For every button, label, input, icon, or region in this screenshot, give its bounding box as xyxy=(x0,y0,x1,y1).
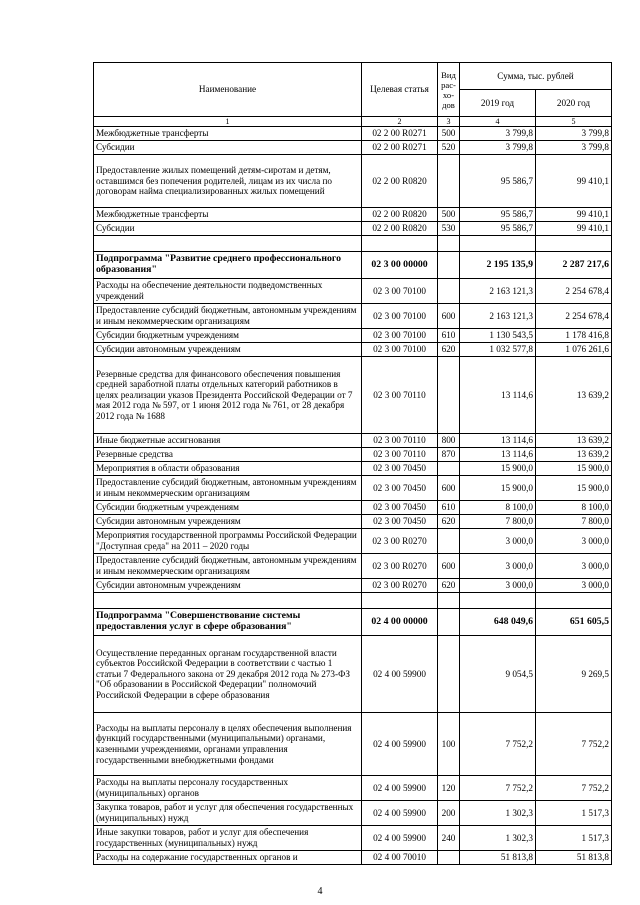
table-header-row xyxy=(94,63,612,90)
row-name: Расходы на обеспечение деятельности подведомственных учреждений xyxy=(94,279,362,304)
row-target-code: 02 3 00 70100 xyxy=(362,304,438,329)
table-row xyxy=(94,636,612,713)
row-sum-2019: 2 163 121,3 xyxy=(460,304,536,329)
index-cell: 1 xyxy=(94,117,362,127)
table-spacer-row xyxy=(94,236,612,252)
row-target-code: 02 3 00 70110 xyxy=(362,434,438,448)
table-row xyxy=(94,304,612,329)
index-cell: 4 xyxy=(460,117,536,127)
row-sum-2019: 3 000,0 xyxy=(460,554,536,579)
table-index-row xyxy=(94,117,612,127)
row-expense-type: 520 xyxy=(438,141,460,155)
row-sum-2020: 1 178 416,8 xyxy=(536,329,612,343)
row-name: Иные бюджетные ассигнования xyxy=(94,434,362,448)
table-row xyxy=(94,222,612,236)
row-sum-2020 xyxy=(536,236,612,252)
index-cell: 3 xyxy=(438,117,460,127)
row-sum-2020: 13 639,2 xyxy=(536,434,612,448)
row-expense-type xyxy=(438,236,460,252)
row-expense-type: 200 xyxy=(438,801,460,826)
row-expense-type: 870 xyxy=(438,448,460,462)
row-sum-2019: 13 114,6 xyxy=(460,448,536,462)
table-row xyxy=(94,476,612,501)
row-expense-type: 120 xyxy=(438,776,460,801)
table-row xyxy=(94,462,612,476)
row-sum-2020: 99 410,1 xyxy=(536,208,612,222)
row-expense-type: 600 xyxy=(438,304,460,329)
row-sum-2019: 1 032 577,8 xyxy=(460,343,536,357)
row-target-code: 02 3 00 70100 xyxy=(362,343,438,357)
row-name: Субсидии бюджетным учреждениям xyxy=(94,501,362,515)
row-sum-2020: 3 799,8 xyxy=(536,141,612,155)
table-row xyxy=(94,343,612,357)
row-sum-2019: 13 114,6 xyxy=(460,434,536,448)
table-row xyxy=(94,776,612,801)
row-name: Предоставление субсидий бюджетным, автономным учреждениям и иным некоммерческим организациям xyxy=(94,554,362,579)
row-target-code: 02 2 00 R0820 xyxy=(362,155,438,208)
row-name: Субсидии автономным учреждениям xyxy=(94,343,362,357)
row-target-code: 02 3 00 00000 xyxy=(362,252,438,279)
row-name xyxy=(94,236,362,252)
row-name: Субсидии xyxy=(94,141,362,155)
table-row xyxy=(94,208,612,222)
row-name: Иные закупки товаров, работ и услуг для обеспечения государственных (муниципальных) нужд xyxy=(94,826,362,851)
row-sum-2019: 3 000,0 xyxy=(460,579,536,593)
row-sum-2019: 648 049,6 xyxy=(460,609,536,636)
row-sum-2019 xyxy=(460,593,536,609)
table-row xyxy=(94,141,612,155)
row-sum-2019: 15 900,0 xyxy=(460,462,536,476)
index-cell: 2 xyxy=(362,117,438,127)
row-sum-2020: 7 752,2 xyxy=(536,713,612,776)
row-name: Субсидии автономным учреждениям xyxy=(94,579,362,593)
row-target-code: 02 3 00 70450 xyxy=(362,515,438,529)
row-sum-2019: 15 900,0 xyxy=(460,476,536,501)
row-target-code: 02 2 00 R0820 xyxy=(362,208,438,222)
row-sum-2019: 3 799,8 xyxy=(460,141,536,155)
table-row xyxy=(94,127,612,141)
row-sum-2019: 1 302,3 xyxy=(460,826,536,851)
row-sum-2019: 13 114,6 xyxy=(460,357,536,434)
row-expense-type: 500 xyxy=(438,208,460,222)
budget-table xyxy=(93,62,612,865)
row-target-code xyxy=(362,593,438,609)
row-expense-type xyxy=(438,252,460,279)
row-sum-2020: 13 639,2 xyxy=(536,357,612,434)
row-name: Субсидии xyxy=(94,222,362,236)
row-sum-2020: 8 100,0 xyxy=(536,501,612,515)
row-sum-2020: 1 076 261,6 xyxy=(536,343,612,357)
table-row xyxy=(94,155,612,208)
header-target: Целевая статья xyxy=(362,63,438,117)
row-sum-2019: 2 195 135,9 xyxy=(460,252,536,279)
table-subprogram-row xyxy=(94,609,612,636)
row-target-code: 02 3 00 R0270 xyxy=(362,529,438,554)
row-sum-2020: 13 639,2 xyxy=(536,448,612,462)
row-sum-2019: 7 752,2 xyxy=(460,776,536,801)
row-expense-type: 100 xyxy=(438,713,460,776)
table-row xyxy=(94,448,612,462)
table-row xyxy=(94,801,612,826)
row-sum-2019: 1 302,3 xyxy=(460,801,536,826)
row-sum-2019: 51 813,8 xyxy=(460,851,536,865)
row-name: Предоставление субсидий бюджетным, автономным учреждениям и иным некоммерческим организациям xyxy=(94,476,362,501)
row-target-code: 02 3 00 70100 xyxy=(362,329,438,343)
row-sum-2019: 7 752,2 xyxy=(460,713,536,776)
row-name: Расходы на выплаты персоналу в целях обеспечения выполнения функций государственными (муниципальными) органами, казенными учреждениями, органами управления государственными внебюджетными фондами xyxy=(94,713,362,776)
table-row xyxy=(94,713,612,776)
row-name: Закупка товаров, работ и услуг для обеспечения государственных (муниципальных) нужд xyxy=(94,801,362,826)
row-sum-2020: 7 800,0 xyxy=(536,515,612,529)
row-expense-type: 620 xyxy=(438,579,460,593)
row-name: Расходы на выплаты персоналу государственных (муниципальных) органов xyxy=(94,776,362,801)
row-expense-type xyxy=(438,636,460,713)
row-sum-2019: 1 130 543,5 xyxy=(460,329,536,343)
row-sum-2020: 2 287 217,6 xyxy=(536,252,612,279)
row-sum-2020: 651 605,5 xyxy=(536,609,612,636)
page-number: 4 xyxy=(317,886,323,897)
row-expense-type: 800 xyxy=(438,434,460,448)
row-expense-type xyxy=(438,593,460,609)
index-cell: 5 xyxy=(536,117,612,127)
row-sum-2019: 7 800,0 xyxy=(460,515,536,529)
table-row xyxy=(94,554,612,579)
row-name: Резервные средства xyxy=(94,448,362,462)
row-expense-type xyxy=(438,279,460,304)
row-expense-type: 600 xyxy=(438,554,460,579)
table-row xyxy=(94,434,612,448)
row-target-code: 02 3 00 70450 xyxy=(362,462,438,476)
row-target-code: 02 4 00 00000 xyxy=(362,609,438,636)
table-row xyxy=(94,529,612,554)
row-target-code: 02 3 00 70450 xyxy=(362,501,438,515)
row-sum-2019: 95 586,7 xyxy=(460,208,536,222)
row-sum-2020: 99 410,1 xyxy=(536,222,612,236)
table-subprogram-row xyxy=(94,252,612,279)
row-sum-2020: 3 000,0 xyxy=(536,554,612,579)
row-expense-type: 610 xyxy=(438,329,460,343)
row-sum-2020: 15 900,0 xyxy=(536,476,612,501)
row-name: Субсидии автономным учреждениям xyxy=(94,515,362,529)
row-expense-type xyxy=(438,462,460,476)
row-sum-2020: 2 254 678,4 xyxy=(536,279,612,304)
table-row xyxy=(94,826,612,851)
row-name: Предоставление жилых помещений детям-сиротам и детям, оставшимся без попечения родителей, лицам из их числа по договорам найма специализированных жилых помещений xyxy=(94,155,362,208)
row-name: Межбюджетные трансферты xyxy=(94,208,362,222)
row-name: Резервные средства для финансового обеспечения повышения средней заработной платы отдельных категорий работников в целях реализации указов Президента Российской Федерации от 7 мая 2012 года № 597, от 1 июня 2012 года № 761, от 28 декабря 2012 года № 1688 xyxy=(94,357,362,434)
row-expense-type xyxy=(438,609,460,636)
row-name: Межбюджетные трансферты xyxy=(94,127,362,141)
header-2020: 2020 год xyxy=(536,90,612,117)
row-sum-2019: 95 586,7 xyxy=(460,155,536,208)
row-target-code: 02 4 00 59900 xyxy=(362,801,438,826)
header-2019: 2019 год xyxy=(460,90,536,117)
row-expense-type: 600 xyxy=(438,476,460,501)
table-row xyxy=(94,515,612,529)
row-expense-type xyxy=(438,851,460,865)
row-name: Мероприятия государственной программы Российской Федерации "Доступная среда" на 2011 – 2020 годы xyxy=(94,529,362,554)
table-row xyxy=(94,501,612,515)
row-target-code: 02 3 00 70110 xyxy=(362,448,438,462)
row-sum-2019 xyxy=(460,236,536,252)
row-sum-2020: 51 813,8 xyxy=(536,851,612,865)
row-target-code: 02 4 00 59900 xyxy=(362,826,438,851)
row-sum-2019: 3 799,8 xyxy=(460,127,536,141)
table-row xyxy=(94,579,612,593)
row-expense-type: 240 xyxy=(438,826,460,851)
row-sum-2020: 15 900,0 xyxy=(536,462,612,476)
row-sum-2020: 3 799,8 xyxy=(536,127,612,141)
row-target-code: 02 2 00 R0271 xyxy=(362,127,438,141)
row-name: Предоставление субсидий бюджетным, автономным учреждениям и иным некоммерческим организациям xyxy=(94,304,362,329)
row-sum-2020: 1 517,3 xyxy=(536,801,612,826)
row-sum-2020: 7 752,2 xyxy=(536,776,612,801)
row-target-code: 02 3 00 70110 xyxy=(362,357,438,434)
row-sum-2019: 8 100,0 xyxy=(460,501,536,515)
row-name: Субсидии бюджетным учреждениям xyxy=(94,329,362,343)
row-target-code: 02 4 00 59900 xyxy=(362,776,438,801)
row-sum-2020: 3 000,0 xyxy=(536,579,612,593)
row-target-code xyxy=(362,236,438,252)
row-name: Подпрограмма "Развитие среднего профессионального образования" xyxy=(94,252,362,279)
row-sum-2019: 9 054,5 xyxy=(460,636,536,713)
table-spacer-row xyxy=(94,593,612,609)
header-sum: Сумма, тыс. рублей xyxy=(460,63,612,90)
row-expense-type xyxy=(438,357,460,434)
row-expense-type: 500 xyxy=(438,127,460,141)
row-target-code: 02 4 00 70010 xyxy=(362,851,438,865)
table-row xyxy=(94,357,612,434)
row-expense-type: 530 xyxy=(438,222,460,236)
table-row xyxy=(94,851,612,865)
row-target-code: 02 4 00 59900 xyxy=(362,636,438,713)
row-target-code: 02 3 00 70450 xyxy=(362,476,438,501)
row-expense-type xyxy=(438,529,460,554)
row-expense-type: 620 xyxy=(438,515,460,529)
header-name: Наименование xyxy=(94,63,362,117)
row-expense-type xyxy=(438,155,460,208)
row-sum-2020 xyxy=(536,593,612,609)
row-sum-2019: 3 000,0 xyxy=(460,529,536,554)
table-row xyxy=(94,329,612,343)
row-name: Мероприятия в области образования xyxy=(94,462,362,476)
row-target-code: 02 3 00 R0270 xyxy=(362,579,438,593)
row-sum-2019: 95 586,7 xyxy=(460,222,536,236)
row-sum-2020: 9 269,5 xyxy=(536,636,612,713)
row-target-code: 02 3 00 70100 xyxy=(362,279,438,304)
row-target-code: 02 3 00 R0270 xyxy=(362,554,438,579)
row-name: Расходы на содержание государственных органов и xyxy=(94,851,362,865)
row-target-code: 02 4 00 59900 xyxy=(362,713,438,776)
row-name xyxy=(94,593,362,609)
row-target-code: 02 2 00 R0271 xyxy=(362,141,438,155)
table-row xyxy=(94,279,612,304)
row-name: Подпрограмма "Совершенствование системы предоставления услуг в сфере образования" xyxy=(94,609,362,636)
row-sum-2020: 3 000,0 xyxy=(536,529,612,554)
row-expense-type: 610 xyxy=(438,501,460,515)
row-sum-2020: 99 410,1 xyxy=(536,155,612,208)
row-sum-2020: 2 254 678,4 xyxy=(536,304,612,329)
row-name: Осуществление переданных органам государственной власти субъектов Российской Федерации в соответствии с частью 1 статьи 7 Федерального закона от 29 декабря 2012 года № 273-ФЗ "Об образовании в Российской Федерации" полномочий Российской Федерации в сфере образования xyxy=(94,636,362,713)
row-sum-2020: 1 517,3 xyxy=(536,826,612,851)
row-expense-type: 620 xyxy=(438,343,460,357)
row-sum-2019: 2 163 121,3 xyxy=(460,279,536,304)
header-type: Вид рас-хо-дов xyxy=(438,63,460,117)
row-target-code: 02 2 00 R0820 xyxy=(362,222,438,236)
